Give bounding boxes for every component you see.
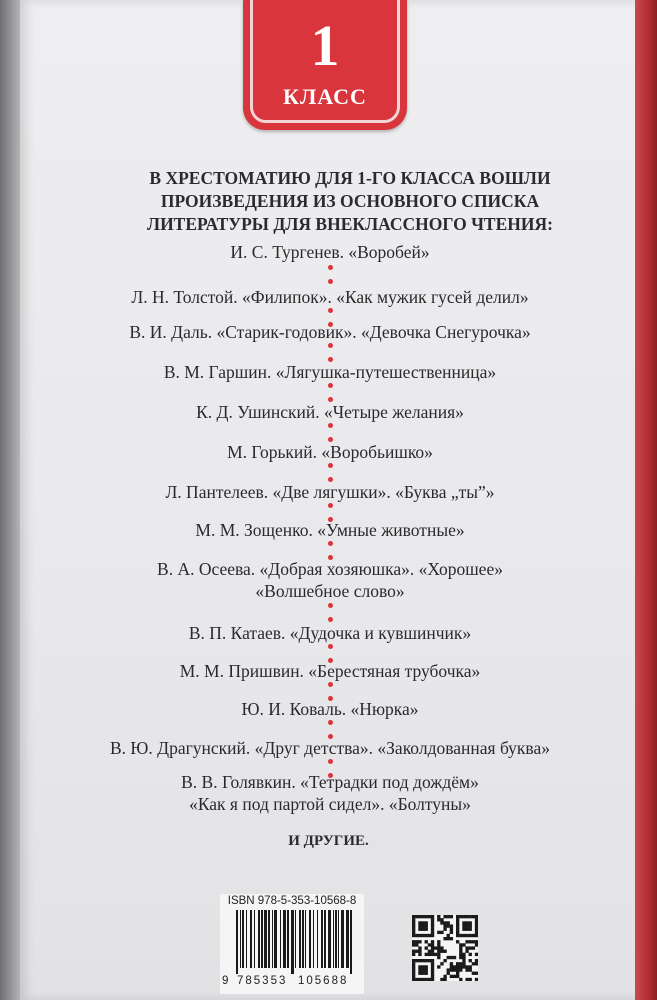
separator-dot [328, 644, 333, 649]
list-item [40, 737, 620, 759]
intro-line: ЛИТЕРАТУРЫ ДЛЯ ВНЕКЛАССНОГО ЧТЕНИЯ: [147, 214, 553, 234]
list-item [40, 622, 620, 644]
list-item [40, 771, 620, 815]
list-item-line: Л. Пантелеев. «Две лягушки». «Буква „ты”» [165, 482, 495, 502]
intro-line: В ХРЕСТОМАТИЮ ДЛЯ 1-ГО КЛАССА ВОШЛИ [149, 168, 551, 188]
grade-label: КЛАСС [283, 84, 367, 109]
list-item [40, 321, 620, 343]
separator-dot [328, 463, 333, 468]
list-item [40, 241, 620, 263]
list-item-line: «Как я под партой сидел». «Болтуны» [189, 794, 471, 814]
list-item-line: М. М. Пришвин. «Берестяная трубочка» [179, 661, 481, 681]
list-item-line: М. М. Зощенко. «Умные животные» [195, 520, 465, 540]
list-item [40, 481, 620, 503]
isbn-text: ISBN 978-5-353-10568-8 [227, 895, 357, 907]
list-item-line: М. Горький. «Воробьишко» [227, 442, 433, 462]
list-item-line: В. П. Катаев. «Дудочка и кувшинчик» [188, 623, 472, 643]
separator-dot [328, 503, 333, 508]
list-item-line: И. С. Тургенев. «Воробей» [230, 242, 430, 262]
intro-line: ПРОИЗВЕДЕНИЯ ИЗ ОСНОВНОГО СПИСКА [160, 191, 540, 211]
list-item [40, 698, 620, 720]
separator-dot [328, 308, 333, 313]
list-item-line: Ю. И. Коваль. «Нюрка» [241, 699, 419, 719]
barcode-left-digits: 785353 [237, 975, 288, 987]
list-item-line: В. М. Гаршин. «Лягушка-путешественница» [163, 362, 497, 382]
separator-dots [325, 423, 335, 442]
separator-dot [328, 343, 333, 348]
separator-dot [328, 541, 333, 546]
separator-dots [325, 265, 335, 284]
list-item-line: В. А. Осеева. «Добрая хозяюшка». «Хорошее» [157, 559, 503, 579]
book-spine-shadow [0, 0, 20, 1000]
list-item [40, 361, 620, 383]
separator-dot [328, 617, 333, 622]
separator-dot [328, 759, 333, 764]
list-item-line: Л. Н. Толстой. «Филипок». «Как мужик гусей делил» [131, 287, 529, 307]
cover-red-edge [635, 0, 657, 1000]
list-item [40, 519, 620, 541]
separator-dot [328, 383, 333, 388]
separator-dot [328, 720, 333, 725]
barcode-icon [226, 910, 358, 974]
list-item-line: В. В. Голявкин. «Тетрадки под дождём» [181, 772, 479, 792]
separator-dots [325, 463, 335, 482]
list-item-line: В. Ю. Драгунский. «Друг детства». «Заколдованная буква» [110, 738, 550, 758]
barcode-lead-digit: 9 [222, 975, 229, 987]
list-item-line: К. Д. Ушинский. «Четыре желания» [196, 402, 464, 422]
grade-badge [243, 0, 407, 130]
separator-dot [328, 682, 333, 687]
list-item [40, 660, 620, 682]
and-others-text: И ДРУГИЕ. [288, 833, 369, 849]
barcode-block [220, 894, 364, 994]
separator-dot [328, 265, 333, 270]
list-item-line: «Волшебное слово» [255, 581, 405, 601]
list-item [40, 286, 620, 308]
separator-dot [328, 423, 333, 428]
list-item [40, 401, 620, 423]
separator-dot [328, 279, 333, 284]
list-item [40, 558, 620, 602]
intro-text [110, 167, 590, 236]
list-item [40, 441, 620, 463]
qr-code-icon [412, 915, 478, 981]
separator-dots [325, 603, 335, 622]
separator-dots [325, 343, 335, 362]
grade-number: 1 [310, 13, 340, 78]
separator-dot [328, 603, 333, 608]
list-item-line: В. И. Даль. «Старик-годовик». «Девочка Снегурочка» [129, 322, 531, 342]
barcode-right-digits: 105688 [298, 975, 349, 987]
separator-dots [325, 383, 335, 402]
